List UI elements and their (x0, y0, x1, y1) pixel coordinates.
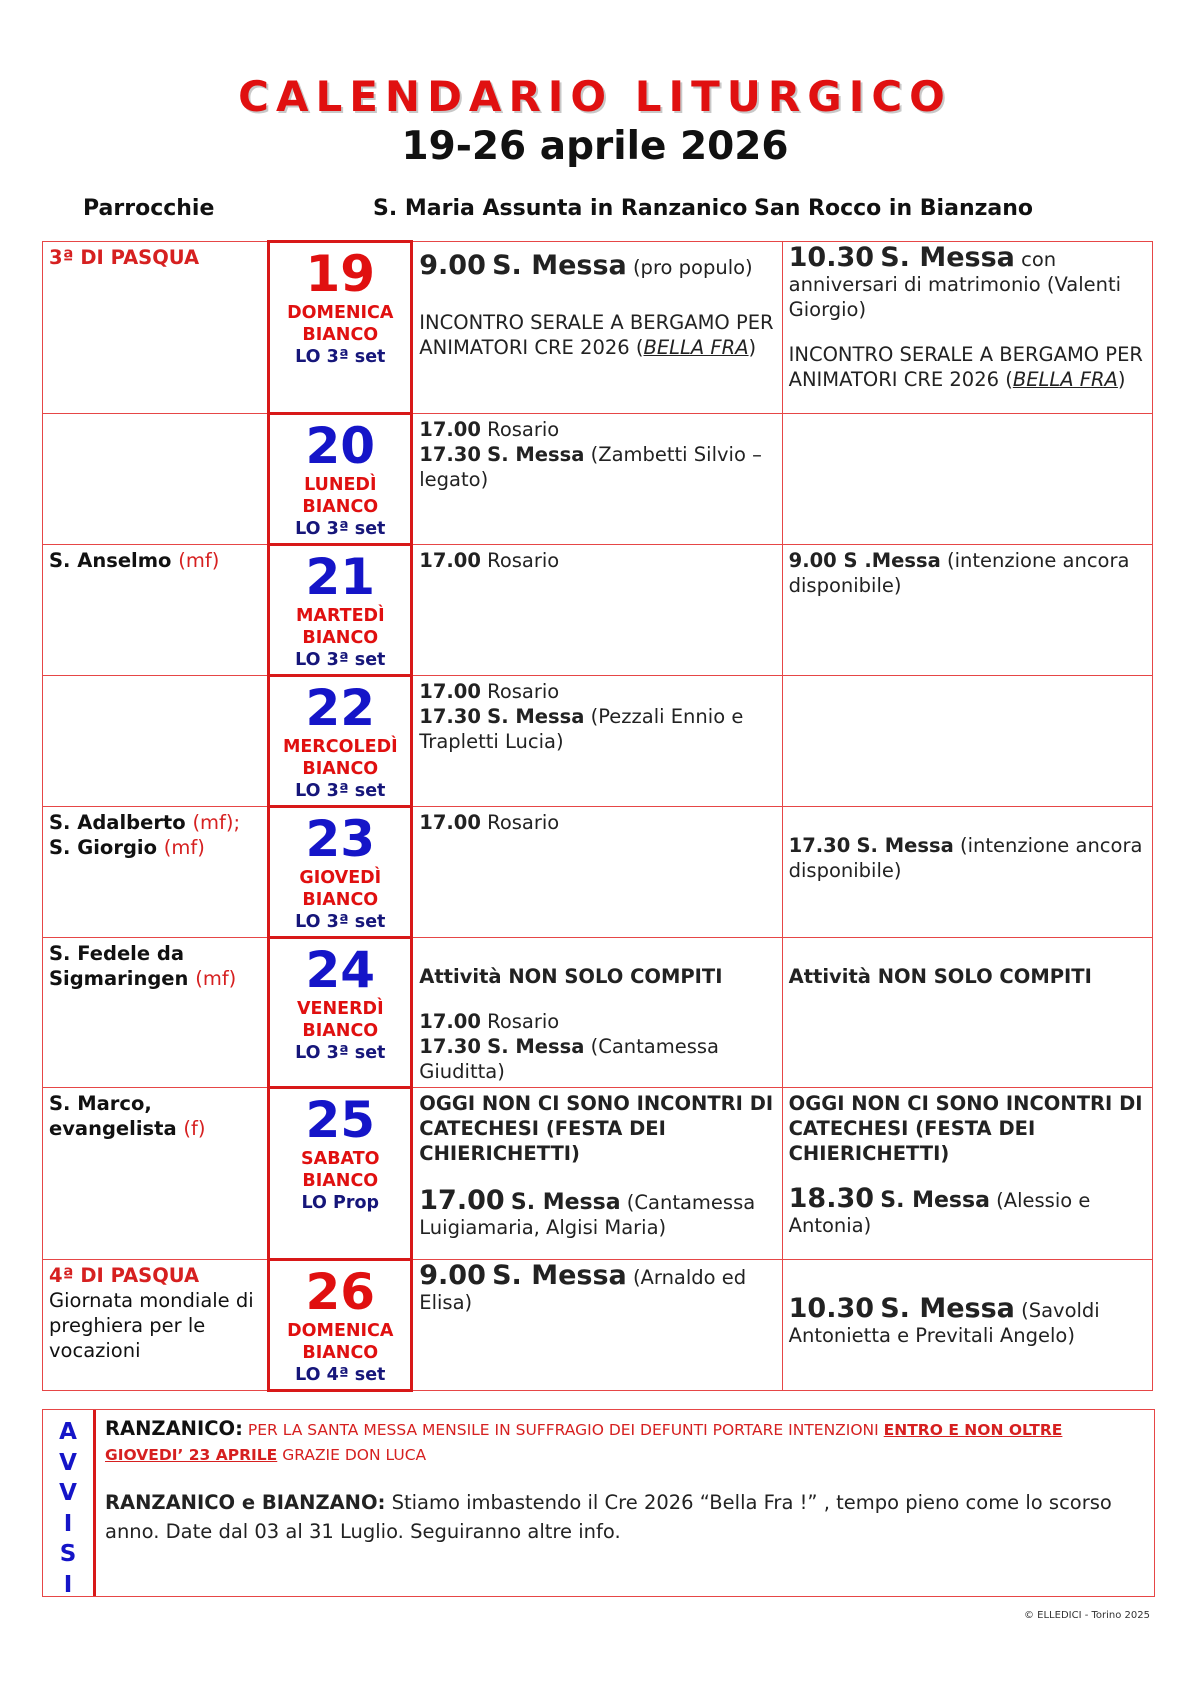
saint-cell (43, 545, 269, 676)
avvisi-letter: V (59, 1449, 77, 1476)
feast-label: 4ª DI PASQUA (49, 1264, 200, 1287)
event-paren: ) (1117, 368, 1126, 391)
mass-label: S. Messa (880, 1293, 1015, 1324)
activity-label: Attività NON SOLO COMPITI (788, 965, 1092, 988)
rosary-label: Rosario (487, 418, 560, 441)
bianzano-cell (782, 242, 1152, 414)
liturgical-color: BIANCO (302, 497, 379, 517)
ranzanico-cell (412, 545, 782, 676)
day-number: 22 (305, 679, 376, 737)
bianzano-cell (782, 676, 1152, 807)
rosary-time: 17.00 (419, 1010, 481, 1033)
bianzano-cell (782, 545, 1152, 676)
avvisi-content (105, 1416, 1145, 1546)
ranzanico-cell (412, 1088, 782, 1260)
liturgy-hours: LO 3ª set (295, 347, 386, 367)
saint-name: S. Fedele da Sigmaringen (49, 942, 189, 990)
mass-time: 10.30 (788, 242, 875, 273)
saint-name: S. Giorgio (49, 836, 157, 859)
table-row (43, 545, 1153, 676)
saint-name: S. Marco, evangelista (49, 1092, 177, 1140)
day-cell (269, 545, 412, 676)
avviso-text: PER LA SANTA MESSA MENSILE IN SUFFRAGIO DEI DEFUNTI PORTARE INTENZIONI (247, 1421, 879, 1439)
mass-note: (Cantamessa Giuditta) (419, 1035, 719, 1083)
day-name: GIOVEDÌ (299, 868, 382, 888)
liturgical-color: BIANCO (302, 759, 379, 779)
rosary-time: 17.00 (419, 680, 481, 703)
mass-time: 9.00 (419, 250, 486, 281)
mass-time: 17.30 (419, 705, 481, 728)
saint-rank: (mf) (178, 549, 220, 572)
table-row (43, 414, 1153, 545)
liturgy-hours: LO Prop (301, 1193, 380, 1213)
saint-name: S. Adalberto (49, 811, 186, 834)
mass-note: (Savoldi Antonietta e Previtali Angelo) (788, 1299, 1100, 1347)
notice-text: OGGI NON CI SONO INCONTRI DI CATECHESI (FESTA DEI CHIERICHETTI) (788, 1092, 1143, 1165)
saint-rank: (mf) (163, 836, 205, 859)
mass-label: S. Messa (487, 705, 585, 728)
ranzanico-cell (412, 1260, 782, 1391)
table-row (43, 1088, 1153, 1260)
day-number: 26 (305, 1263, 376, 1321)
ranzanico-cell (412, 414, 782, 545)
saint-rank: (f) (183, 1117, 206, 1140)
notice-text: OGGI NON CI SONO INCONTRI DI CATECHESI (FESTA DEI CHIERICHETTI) (419, 1092, 774, 1165)
mass-time: 18.30 (788, 1183, 875, 1214)
bianzano-cell (782, 807, 1152, 938)
liturgical-color: BIANCO (302, 1021, 379, 1041)
saint-rank: (mf); (192, 811, 241, 834)
event-link-text: BELLA FRA (1012, 368, 1118, 391)
rosary-label: Rosario (487, 680, 560, 703)
day-number: 25 (305, 1091, 376, 1149)
day-number: 19 (305, 245, 376, 303)
bianzano-cell (782, 938, 1152, 1088)
table-row (43, 1260, 1153, 1391)
mass-note: (Alessio e Antonia) (788, 1189, 1091, 1237)
liturgy-hours: LO 3ª set (295, 650, 386, 670)
rosary-time: 17.00 (419, 549, 481, 572)
liturgy-hours: LO 3ª set (295, 912, 386, 932)
mass-time: 17.30 (419, 1035, 481, 1058)
mass-note: (Arnaldo ed Elisa) (419, 1266, 747, 1314)
mass-note: anniversari di matrimonio (Valenti Giorgio) (788, 273, 1122, 321)
mass-note: (Cantamessa Luigiamaria, Algisi Maria) (419, 1191, 756, 1239)
ranzanico-cell (412, 676, 782, 807)
day-cell (269, 1260, 412, 1391)
avvisi-letter: I (63, 1510, 73, 1537)
liturgy-hours: LO 3ª set (295, 1043, 386, 1063)
avviso-label: RANZANICO e BIANZANO: (105, 1491, 386, 1514)
column-header-ranzanico: S. Maria Assunta in Ranzanico (373, 196, 748, 221)
event-link-text: BELLA FRA (643, 336, 749, 359)
saint-cell (43, 242, 269, 414)
calendar-table (42, 240, 1153, 1392)
day-cell (269, 807, 412, 938)
liturgical-color: BIANCO (302, 628, 379, 648)
ranzanico-cell (412, 242, 782, 414)
mass-note: (intenzione ancora disponibile) (788, 549, 1130, 597)
saint-rank: (mf) (195, 967, 237, 990)
bianzano-cell (782, 1260, 1152, 1391)
saint-name: S. Anselmo (49, 549, 172, 572)
avvisi-letter: V (59, 1480, 77, 1506)
day-name: SABATO (301, 1149, 380, 1169)
rosary-time: 17.00 (419, 418, 481, 441)
avviso-signature: GRAZIE DON LUCA (282, 1446, 427, 1464)
liturgy-hours: LO 3ª set (295, 519, 386, 539)
column-header-bianzano: San Rocco in Bianzano (754, 196, 1034, 221)
day-cell (269, 1088, 412, 1260)
event-paren: ) (748, 336, 757, 359)
table-row (43, 676, 1153, 807)
day-cell (269, 242, 412, 414)
mass-con: con (1021, 248, 1057, 271)
avvisi-letter: S (59, 1541, 77, 1567)
rosary-time: 17.00 (419, 811, 481, 834)
mass-note: (Pezzali Ennio e Trapletti Lucia) (419, 705, 744, 753)
rosary-label: Rosario (487, 1010, 560, 1033)
saint-cell (43, 1260, 269, 1391)
day-name: MARTEDÌ (296, 606, 385, 626)
liturgical-color: BIANCO (302, 325, 379, 345)
liturgical-color: BIANCO (302, 1343, 379, 1363)
day-name: LUNEDÌ (304, 475, 377, 495)
saint-cell (43, 938, 269, 1088)
table-row (43, 242, 1153, 414)
event-text: INCONTRO SERALE A BERGAMO PER ANIMATORI CRE 2026 ( (788, 343, 1143, 391)
feast-note: Giornata mondiale di preghiera per le vocazioni (49, 1289, 254, 1362)
avviso-deadline: ENTRO E NON OLTRE GIOVEDI’ 23 APRILE (105, 1421, 1063, 1464)
saint-cell (43, 676, 269, 807)
table-row (43, 807, 1153, 938)
day-number: 24 (305, 941, 376, 999)
mass-note: (intenzione ancora disponibile) (788, 834, 1143, 882)
day-name: MERCOLEDÌ (282, 737, 398, 757)
day-number: 20 (305, 417, 376, 475)
mass-note: (pro populo) (632, 256, 753, 279)
column-header-parrocchie: Parrocchie (83, 196, 215, 221)
liturgical-color: BIANCO (302, 1171, 379, 1191)
ranzanico-cell (412, 807, 782, 938)
mass-label: S. Messa (880, 242, 1015, 273)
rosary-label: Rosario (487, 811, 560, 834)
mass-label: S. Messa (856, 834, 954, 857)
day-number: 23 (305, 810, 376, 868)
day-number: 21 (305, 548, 376, 606)
page-title: CALENDARIO LITURGICO (238, 72, 952, 121)
mass-time: 17.00 (419, 1185, 505, 1216)
saint-cell (43, 414, 269, 545)
avvisi-letter: A (59, 1419, 77, 1445)
page-subtitle: 19-26 aprile 2026 (401, 124, 789, 169)
bianzano-cell (782, 1088, 1152, 1260)
mass-time: 9.00 (419, 1260, 486, 1291)
saint-cell (43, 1088, 269, 1260)
feast-label: 3ª DI PASQUA (49, 246, 200, 269)
table-row (43, 938, 1153, 1088)
mass-note: (Zambetti Silvio – legato) (419, 443, 762, 491)
day-cell (269, 676, 412, 807)
avviso-text: Stiamo imbastendo il Cre 2026 “Bella Fra !” , tempo pieno come lo scorso anno. Date dal 03 al 31 Luglio. Seguiranno altre info. (105, 1491, 1112, 1543)
day-cell (269, 414, 412, 545)
avviso-label: RANZANICO: (105, 1417, 243, 1440)
mass-label: S. Messa (880, 1188, 990, 1213)
day-name: VENERDÌ (296, 999, 384, 1019)
day-name: DOMENICA (287, 303, 394, 323)
event-text: INCONTRO SERALE A BERGAMO PER ANIMATORI CRE 2026 ( (419, 311, 774, 359)
mass-label: S. Messa (510, 1190, 621, 1215)
day-cell (269, 938, 412, 1088)
rosary-label: Rosario (487, 549, 560, 572)
avviso-ranzanico (105, 1416, 1145, 1468)
avvisi-label (43, 1410, 96, 1596)
ranzanico-cell (412, 938, 782, 1088)
activity-label: Attività NON SOLO COMPITI (419, 965, 723, 988)
avvisi-box (42, 1409, 1155, 1597)
mass-time: 17.30 (419, 443, 481, 466)
day-name: DOMENICA (287, 1321, 394, 1341)
mass-label: 9.00 S .Messa (788, 549, 941, 572)
avviso-both (105, 1488, 1145, 1546)
bianzano-cell (782, 414, 1152, 545)
mass-time: 10.30 (788, 1293, 875, 1324)
mass-label: S. Messa (487, 1035, 585, 1058)
mass-label: S. Messa (492, 250, 627, 281)
saint-cell (43, 807, 269, 938)
copyright: © ELLEDICI - Torino 2025 (1023, 1610, 1150, 1621)
mass-label: S. Messa (487, 443, 585, 466)
liturgy-hours: LO 3ª set (295, 781, 386, 801)
mass-time: 17.30 (788, 834, 851, 857)
liturgy-hours: LO 4ª set (295, 1365, 386, 1385)
liturgical-color: BIANCO (302, 890, 379, 910)
mass-label: S. Messa (492, 1260, 627, 1291)
avvisi-letter: I (63, 1571, 73, 1598)
